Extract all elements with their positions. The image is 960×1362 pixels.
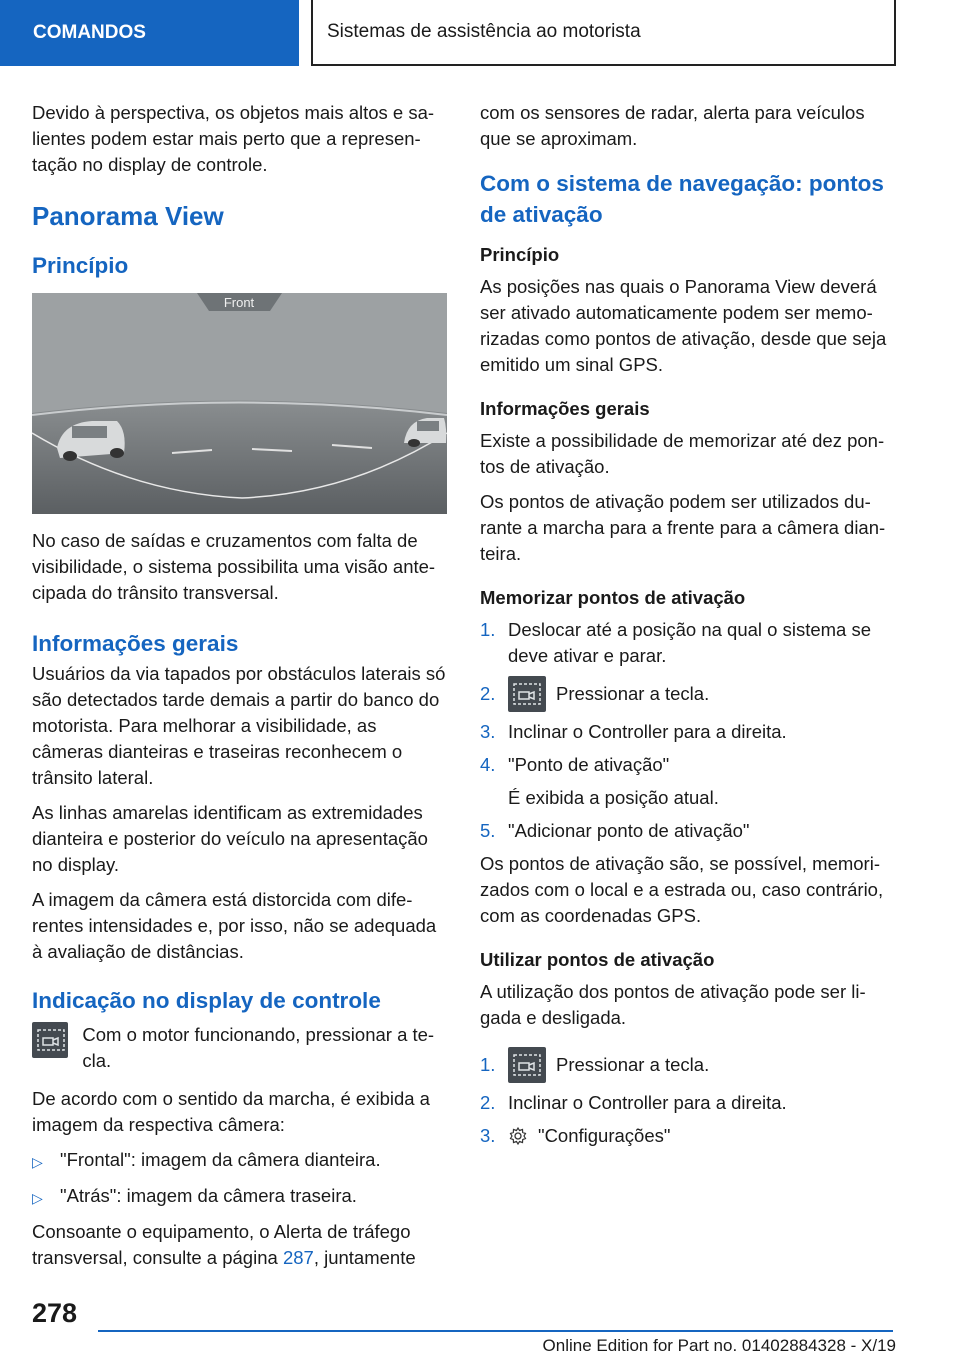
info-paragraph-1: Usuários da via tapados por obstáculos laterais só são detectados tarde demais a partir do banco do motorista. Para melhorar a visibilidade, as câmeras dianteiras e traseiras reconhecem o trânsito lateral. [32,663,446,788]
step-number: 1. [480,1054,496,1075]
step-number: 3. [480,1125,496,1146]
triangle-bullet-icon: ▷ [32,1190,43,1206]
step-text: "Ponto de ativação" [508,754,670,775]
list-item [480,1123,895,1149]
heading-informacoes-gerais: Informações gerais [32,631,239,656]
camera-button-icon [508,676,546,712]
page-link[interactable]: 287 [282,1247,314,1268]
chapter-title: COMANDOS [33,22,146,43]
step-number: 4. [480,754,496,775]
intro-paragraph: Devido à perspectiva, os objetos mais altos e sa-lientes podem estar mais perto que a represen-tação no display de controle. [32,102,435,175]
list-item [480,752,895,778]
list-item [480,676,895,712]
triangle-bullet-icon: ▷ [32,1154,43,1170]
list-item [480,818,895,844]
step-number: 2. [480,1092,496,1113]
info-right-paragraph-1: Existe a possibilidade de memorizar até dez pon-tos de ativação. [480,430,885,477]
indicacao-icon-text: Com o motor funcionando, pressionar a te-cla. [82,1024,435,1071]
heading-indicacao: Indicação no display de controle [32,988,381,1013]
step-text: Inclinar o Controller para a direita. [508,1092,787,1113]
footer-rule [98,1330,893,1332]
camera-button-icon [508,1047,546,1083]
step-text: Inclinar o Controller para a direita. [508,721,787,742]
road-surface [32,401,447,515]
continuation-paragraph: com os sensores de radar, alerta para veículos que se aproximam. [480,102,865,149]
list-item [480,1047,895,1083]
list-item [480,719,895,745]
bullet-text: "Atrás": imagem da câmera traseira. [60,1185,357,1206]
chapter-tab [0,0,299,66]
info-paragraph-2: As linhas amarelas identificam as extremidades dianteira e posterior do veículo na apresentação no display. [32,802,428,875]
step-text: Deslocar até a posição na qual o sistema se deve ativar e parar. [508,619,872,666]
heading-navegacao: Com o sistema de navegação: pontos de ativação [480,171,884,227]
list-item [32,1183,447,1211]
heading-memorizar: Memorizar pontos de ativação [480,587,746,608]
info-right-paragraph-2: Os pontos de ativação podem ser utilizados du-rante a marcha para a frente para a câmera dian-teira. [480,491,886,564]
step-number: 5. [480,820,496,841]
step-text: "Configurações" [538,1125,671,1146]
heading-principio: Princípio [32,253,129,278]
utilizar-steps [480,1047,895,1149]
utilizar-paragraph: A utilização dos pontos de ativação pode ser li-gada e desligada. [480,981,866,1028]
list-item [480,1090,895,1116]
memorizar-steps [480,617,895,778]
right-column [480,100,895,1156]
indicacao-icon-row [32,1022,447,1074]
step-number: 1. [480,619,496,640]
step-text: Pressionar a tecla. [556,683,710,704]
heading-utilizar: Utilizar pontos de ativação [480,949,715,970]
indicacao-paragraph: De acordo com o sentido da marcha, é exibida a imagem da respectiva câmera: [32,1088,430,1135]
heading-principio-right: Princípio [480,244,560,265]
page-number: 278 [32,1298,78,1328]
memorizar-after-paragraph: Os pontos de ativação são, se possível, memori-zados com o local e a estrada ou, caso contrário, com as coordenadas GPS. [480,853,884,926]
section-title: Sistemas de assistência ao motorista [327,21,641,42]
principio-paragraph: No caso de saídas e cruzamentos com falta de visibilidade, o sistema possibilita uma visão ante-cipada do trânsito transversal. [32,530,436,603]
section-header [311,0,896,66]
settings-gear-icon [508,1126,528,1146]
front-label: Front [223,295,255,310]
footer-edition: Online Edition for Part no. 01402884328 - X/19 [542,1336,896,1355]
memorizar-steps-cont [480,818,895,844]
heading-panorama-view: Panorama View [32,201,224,231]
camera-button-icon [32,1022,68,1058]
step-number: 2. [480,683,496,704]
step-text: "Adicionar ponto de ativação" [508,820,750,841]
consoante-text: Consoante o equipamento, o Alerta de tráfego transversal, consulte a página [32,1221,411,1268]
consoante-text-end: , juntamente [313,1247,416,1268]
bullet-text: "Frontal": imagem da câmera dianteira. [60,1149,381,1170]
left-column [32,100,447,1280]
camera-view-figure [32,293,447,514]
step-4-result: É exibida a posição atual. [508,787,719,808]
list-item [32,1147,447,1175]
step-number: 3. [480,721,496,742]
consoante-paragraph [32,1219,447,1271]
list-item [480,617,895,669]
step-text: Pressionar a tecla. [556,1054,710,1075]
heading-info-right: Informações gerais [480,398,650,419]
info-paragraph-3: A imagem da câmera está distorcida com dife-rentes intensidades e, por isso, não se adequada à avaliação de distâncias. [32,889,437,962]
principio-right-paragraph: As posições nas quais o Panorama View deverá ser ativado automaticamente podem ser memo-rizadas como pontos de ativação, desde que seja emitido um sinal GPS. [480,276,887,375]
